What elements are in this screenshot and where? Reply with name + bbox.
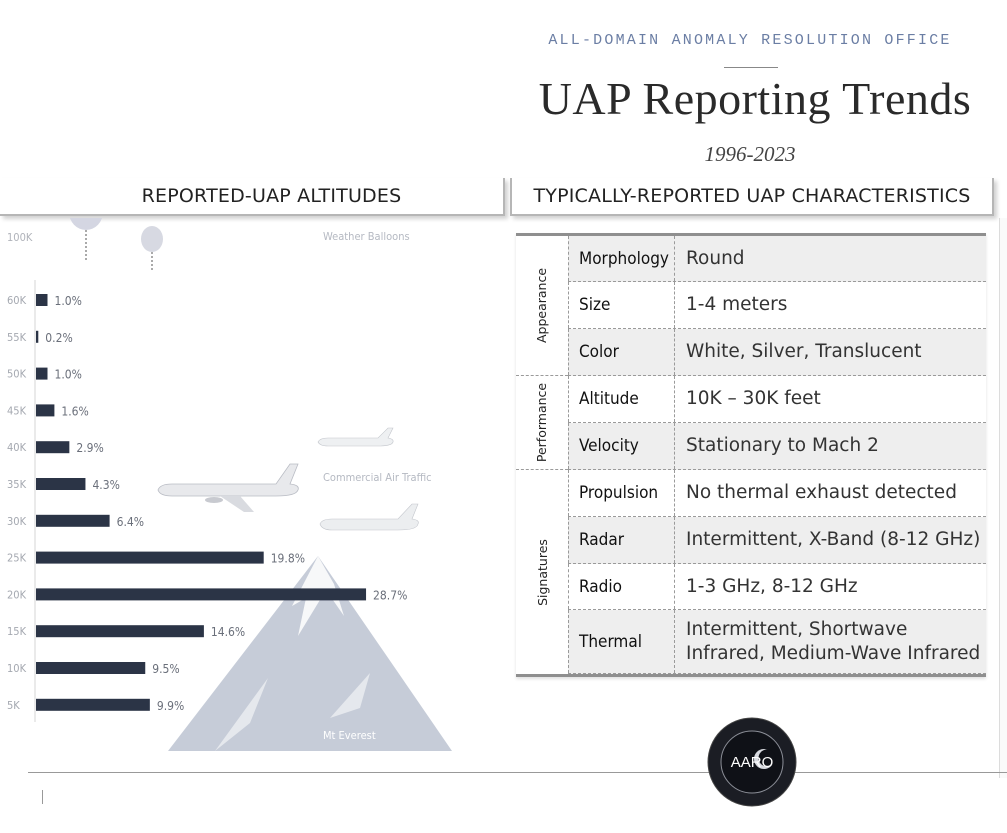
- group-label-appearance: [516, 236, 568, 376]
- table-row: [568, 282, 986, 329]
- altitude-value-label: 14.6%: [210, 625, 246, 640]
- altitude-value-label: 1.0%: [54, 367, 82, 382]
- characteristics-section-header: TYPICALLY-REPORTED UAP CHARACTERISTICS: [510, 178, 994, 216]
- altitude-value-label: 0.2%: [45, 330, 73, 345]
- annotation-weather-balloons: Weather Balloons: [323, 230, 410, 243]
- table-row: [568, 610, 986, 674]
- aaro-seal-logo: [706, 716, 798, 808]
- altitudes-section-header: REPORTED-UAP ALTITUDES: [0, 178, 505, 216]
- table-row: [568, 329, 986, 376]
- row-value: 10K – 30K feet: [674, 376, 986, 422]
- altitude-bar: [36, 441, 69, 453]
- row-attribute: Size: [568, 282, 674, 328]
- altitude-tick-label: 35K: [7, 478, 27, 491]
- mountain-illustration: [168, 556, 452, 751]
- row-value: White, Silver, Translucent: [674, 329, 986, 375]
- altitude-tick-label: 40K: [7, 441, 27, 455]
- altitude-tick-label: 50K: [7, 367, 27, 381]
- altitude-bar: [36, 294, 48, 306]
- altitude-tick-label: 30K: [7, 514, 27, 528]
- footer-marker: [42, 790, 43, 804]
- characteristics-table: [516, 233, 986, 677]
- altitude-tick-label: 20K: [7, 588, 27, 602]
- altitude-bar: [36, 331, 38, 343]
- page-title: UAP Reporting Trends: [538, 73, 972, 124]
- altitude-value-label: 28.7%: [373, 588, 408, 603]
- logo-text: AARO: [730, 754, 774, 771]
- altitude-bar: [36, 552, 264, 564]
- altitude-tick-label: 10K: [7, 662, 27, 675]
- altitude-tick-label: 55K: [7, 330, 27, 344]
- weather-balloon-large-icon: [69, 218, 103, 262]
- row-value: Intermittent, X-Band (8-12 GHz): [674, 517, 986, 563]
- row-value: No thermal exhaust detected: [674, 470, 986, 516]
- group-label-signatures: [516, 470, 568, 674]
- table-row: [568, 376, 986, 423]
- altitude-tick-label: 15K: [7, 625, 27, 639]
- row-value: Intermittent, Shortwave Infrared, Medium-Wave Infrared: [674, 610, 986, 673]
- airplane-small-icon-2: [320, 504, 418, 530]
- altitude-value-label: 1.0%: [54, 294, 82, 308]
- row-attribute: Thermal: [568, 610, 674, 673]
- altitude-bar: [36, 368, 48, 380]
- table-row: [568, 470, 986, 517]
- altitude-bar: [36, 699, 150, 711]
- group-label-text: Performance: [534, 382, 550, 463]
- row-value: Stationary to Mach 2: [674, 423, 986, 469]
- title-divider: [724, 67, 778, 68]
- altitude-tick-label: 5K: [7, 698, 20, 712]
- altitude-tick-label: 45K: [7, 404, 27, 418]
- row-value: 1-3 GHz, 8-12 GHz: [674, 564, 986, 609]
- altitude-tick-label: 25K: [7, 551, 27, 565]
- group-label-text: Appearance: [534, 267, 550, 344]
- row-attribute: Color: [568, 329, 674, 375]
- altitude-value-label: 1.6%: [61, 404, 89, 419]
- row-attribute: Radar: [568, 517, 674, 563]
- row-attribute: Radio: [568, 564, 674, 609]
- footer-divider: [28, 772, 1007, 773]
- row-attribute: Velocity: [568, 423, 674, 469]
- altitude-value-label: 6.4%: [116, 514, 145, 529]
- annotation-mt-everest: Mt Everest: [323, 729, 376, 742]
- group-label-performance: [516, 376, 568, 470]
- page-edge: [999, 218, 1007, 778]
- airplane-small-icon-1: [318, 428, 393, 446]
- row-value: Round: [674, 236, 986, 281]
- table-row: [568, 423, 986, 470]
- table-row: [568, 564, 986, 610]
- table-row: [568, 236, 986, 282]
- altitude-bar: [36, 515, 110, 527]
- airplane-large-icon: [158, 464, 298, 512]
- altitude-chart: [0, 218, 500, 758]
- row-attribute: Propulsion: [568, 470, 674, 516]
- row-attribute: Altitude: [568, 376, 674, 422]
- row-attribute: Morphology: [568, 236, 674, 281]
- altitude-value-label: 19.8%: [270, 551, 305, 566]
- altitude-value-label: 9.5%: [152, 662, 180, 676]
- row-value: 1-4 meters: [674, 282, 986, 328]
- tick-label-top: 100K: [7, 231, 33, 244]
- altitude-value-label: 9.9%: [156, 698, 185, 713]
- annotation-commercial-air-traffic: Commercial Air Traffic: [323, 471, 432, 484]
- altitude-bar: [36, 404, 54, 416]
- altitude-bar: [36, 588, 366, 600]
- office-name: ALL-DOMAIN ANOMALY RESOLUTION OFFICE: [548, 32, 952, 49]
- year-range: 1996-2023: [704, 142, 796, 166]
- altitude-bar: [36, 478, 85, 490]
- altitude-tick-label: 60K: [7, 294, 27, 307]
- altitude-bar: [36, 625, 204, 637]
- altitude-value-label: 4.3%: [92, 478, 120, 492]
- altitude-value-label: 2.9%: [76, 441, 104, 456]
- table-row: [568, 517, 986, 564]
- group-label-text: Signatures: [534, 538, 550, 606]
- weather-balloon-small-icon: [141, 226, 163, 272]
- altitude-bar: [36, 662, 145, 674]
